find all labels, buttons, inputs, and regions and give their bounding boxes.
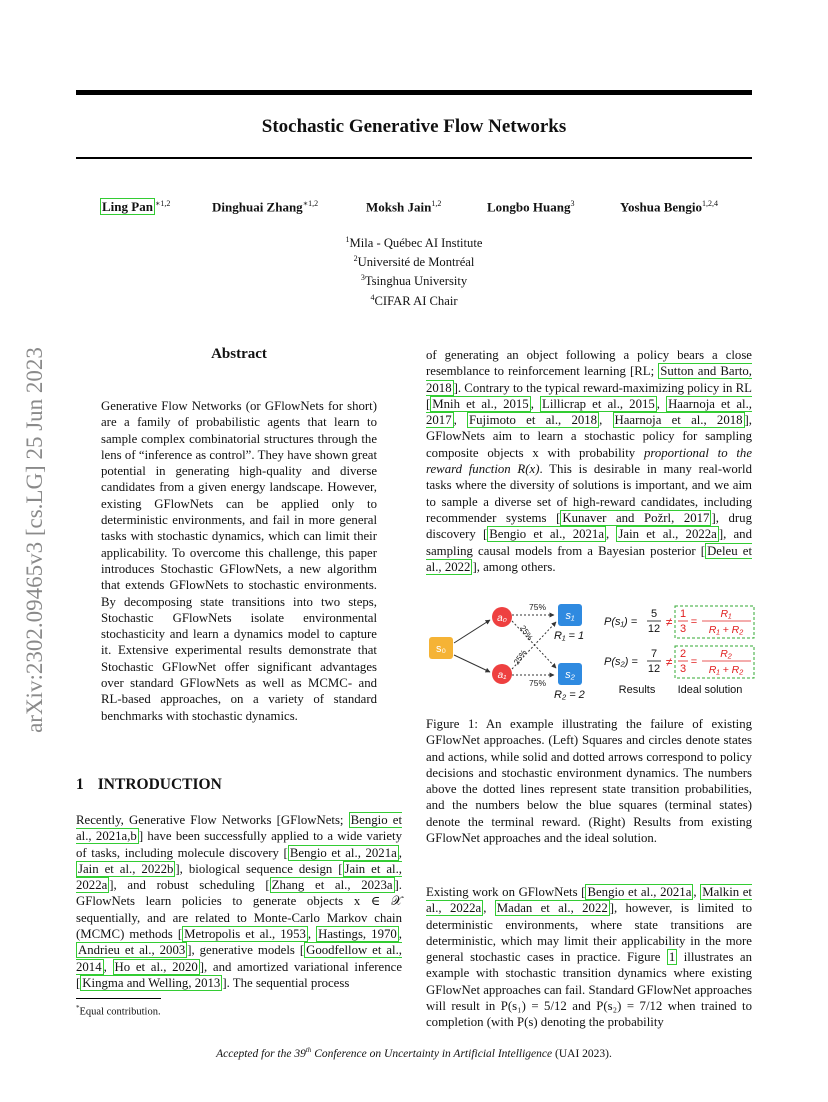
citation-link[interactable]: Haarnoja et al., 2017: [426, 396, 752, 428]
author-1[interactable]: Ling Pan $^{∗1,2}$: [102, 199, 171, 215]
citation-link[interactable]: Jain et al., 2022b: [78, 861, 174, 876]
reward-r2: R₂ = 2: [554, 689, 585, 701]
eq2-frac-num: R₂: [720, 648, 732, 660]
author-2: Dinghuai Zhang$^{∗1,2}$: [212, 199, 319, 215]
arrow-s0-a0: [454, 620, 490, 643]
figure-reference-link[interactable]: 1: [668, 950, 676, 965]
title-rule-bottom: [76, 157, 752, 159]
eq2-lhs: P(s₂) =: [604, 656, 638, 668]
section-number: 1: [76, 776, 84, 793]
arrow-s0-a1: [454, 655, 490, 672]
citation-link[interactable]: Ho et al., 2020: [114, 959, 198, 974]
reward-r1: R₁ = 1: [554, 630, 585, 642]
citation-link[interactable]: Bengio et al., 2021a: [489, 527, 604, 542]
section-heading-introduction: [76, 776, 236, 794]
citation-link[interactable]: Haarnoja et al., 2018: [614, 413, 743, 428]
eq2-eq: =: [690, 656, 698, 668]
citation-link[interactable]: Kunaver and Požrl, 2017: [562, 510, 710, 525]
citation-link[interactable]: Fujimoto et al., 2018: [469, 413, 598, 428]
footnote: *Equal contribution.: [76, 1004, 161, 1018]
existing-work-paragraph: Existing work on GFlowNets [ Bengio et al., 2021a , Malkin et al., 2022a , Madan et al., 2022 ], however, is limited to deterministic environments, where state transitions are deterministic, which may limit their applicability in the more general stochastic cases in practice. Figure 1 illustrates an example with stochastic transition dynamics where existing GFlowNet approaches can fail. Standard GFlowNet approaches will result in P(s₁) = 5/12 and P(s₂) = 7/12 when trained to completion (with P(s) denoting the probability: [426, 885, 752, 1030]
footnote-rule: [76, 998, 161, 999]
eq1-ideal-den: 3: [679, 623, 687, 635]
action-a1-label: a₁: [497, 670, 507, 681]
citation-link[interactable]: Lillicrap et al., 2015: [542, 396, 655, 411]
state-s2-label: s₂: [565, 669, 575, 681]
author-4: Longbo Huang$^3$: [487, 199, 575, 215]
label-results: Results: [618, 684, 656, 696]
eq1-den: 12: [647, 623, 661, 635]
intro-continued-paragraph: of generating an object following a policy bears a close resemblance to reinforcement learning [RL; Sutton and Barto, 2018 ]. Contrary to the typical reward-maximizing policy in RL [ Mnih et al., 2015 , Lillicrap et al., 2015 , Haarnoja et al., 2017 , Fujimoto et al., 2018 , Haarnoja et al., 2018 ], GFlowNets aim to learn a stochastic policy for sampling composite objects x with probability proportional to the reward function R(x). This is desirable in many real-world tasks where the diversity of solutions is important, and we aim to sample a diverse set of high-reward candidates, including recommender systems [ Kunaver and Požrl, 2017 ], drug discovery [ Bengio et al., 2021a , Jain et al., 2022a ], and sampling causal models from a Bayesian posterior [ Deleu et al., 2022 ], among others.: [426, 348, 752, 574]
prob-bottom: 75%: [529, 678, 547, 688]
author-5: Yoshua Bengio$^{1,2,4}$: [620, 199, 718, 215]
eq2-den: 12: [647, 663, 661, 675]
citation-link[interactable]: Jain et al., 2022a: [76, 861, 402, 893]
prob-top: 75%: [529, 602, 547, 612]
citation-link[interactable]: Bengio et al., 2021a: [289, 845, 397, 860]
citation-link[interactable]: Malkin et al., 2022a: [426, 885, 752, 916]
action-a0-label: a₀: [497, 613, 507, 624]
citation-link[interactable]: Zhang et al., 2023a: [271, 878, 393, 893]
citation-link[interactable]: Andrieu et al., 2003: [78, 943, 186, 958]
abstract-text: Generative Flow Networks (or GFlowNets for short) are a family of probabilistic agents that learn to sample complex combinatorial structures through the lens of “inference as control”. They have shown great potential in generating high-quality and diverse candidates from a given energy landscape. However, existing GFlowNets can be applied only to deterministic environments, and fail in more general tasks with stochastic dynamics, which can limit their applicability. To overcome this challenge, this paper introduces Stochastic GFlowNets, a new algorithm that extends GFlowNets to stochastic environments. By decomposing state transitions into two steps, Stochastic GFlowNets isolate environmental stochasticity and learn a dynamics model to capture it. Extensive experimental results demonstrate that Stochastic GFlowNet offer significant advantages over standard GFlowNets as well as MCMC- and RL-based approaches, on a variety of standard benchmarks with stochastic dynamics.: [101, 399, 377, 723]
affiliations: [250, 232, 578, 309]
eq2-ideal-den: 3: [679, 663, 687, 675]
eq1-frac-num: R₁: [720, 608, 732, 620]
figure-1-diagram: [426, 598, 756, 706]
citation-link[interactable]: Hastings, 1970: [318, 927, 397, 942]
venue-footer: Accepted for the 39th Conference on Uncertainty in Artificial Intelligence (UAI 2023).: [216, 1046, 612, 1060]
eq2-ideal-num: 2: [679, 648, 687, 660]
arxiv-sidebar: [10, 300, 60, 780]
eq1-num: 5: [650, 608, 658, 620]
prob-cross-2: 25%: [511, 648, 529, 667]
state-s1-label: s₁: [565, 610, 575, 622]
eq1-ideal-num: 1: [679, 608, 687, 620]
eq2-frac-den: R₁ + R₂: [708, 664, 744, 676]
state-s0-label: s₀: [435, 643, 447, 655]
affiliation-3: $^3$Tsinghua University: [360, 273, 468, 289]
affiliation-1: $^1$Mila - Québec AI Institute: [345, 235, 483, 251]
eq2-neq: ≠: [665, 655, 673, 669]
affiliation-4: $^4$CIFAR AI Chair: [370, 292, 458, 308]
citation-link[interactable]: Deleu et al., 2022: [426, 543, 752, 574]
citation-link[interactable]: Jain et al., 2022a: [618, 527, 717, 542]
author-3: Moksh Jain$^{1,2}$: [366, 199, 442, 215]
eq1-eq: =: [690, 616, 698, 628]
label-ideal-solution: Ideal solution: [677, 684, 743, 696]
eq2-num: 7: [650, 648, 658, 660]
figure-1-caption: Figure 1: An example illustrating the failure of existing GFlowNet approaches. (Left) Squares and circles denote states and actions, while solid and dotted arrows correspond to policy decisions and stochastic environment dynamics. The numbers above the dotted lines represent state transition probabilities, and the numbers below the blue squares (terminal states) denote the terminal reward. (Right) Results from existing GFlowNet approaches and the ideal solution.: [426, 717, 752, 846]
citation-link[interactable]: Bengio et al., 2021a,b: [76, 813, 402, 844]
arxiv-identifier: arXiv:2302.09465v3 [cs.LG] 25 Jun 2023: [22, 347, 47, 733]
citation-link[interactable]: Sutton and Barto, 2018: [426, 364, 752, 395]
author-name[interactable]: Ling Pan: [102, 199, 153, 215]
citation-link[interactable]: Bengio et al., 2021a: [587, 885, 692, 899]
citation-link[interactable]: Metropolis et al., 1953: [184, 927, 306, 942]
citation-link[interactable]: Kingma and Welling, 2013: [82, 975, 221, 990]
citation-link[interactable]: Goodfellow et al., 2014: [76, 943, 402, 974]
eq1-lhs: P(s₁) =: [604, 616, 638, 628]
citation-link[interactable]: Mnih et al., 2015: [432, 396, 529, 411]
prob-cross-1: 25%: [518, 623, 535, 642]
citation-link[interactable]: Madan et al., 2022: [496, 901, 608, 916]
abstract-heading: Abstract: [211, 346, 267, 362]
section-title: INTRODUCTION: [97, 776, 222, 793]
title-rule-top: [76, 90, 752, 95]
introduction-paragraph: Recently, Generative Flow Networks [GFlowNets; Bengio et al., 2021a,b ] have been successfully applied to a wide variety of tasks, including molecule discovery [ Bengio et al., 2021a , Jain et al., 2022b ], biological sequence design [ Jain et al., 2022a ], and robust scheduling [ Zhang et al., 2023a ]. GFlowNets learn policies to generate objects x ∈ 𝒳 sequentially, and are related to Monte-Carlo Markov chain (MCMC) methods [ Metropolis et al., 1953 , Hastings, 1970 , Andrieu et al., 2003 ], generative models [ Goodfellow et al., 2014 , Ho et al., 2020 ], and amortized variational inference [ Kingma and Welling, 2013 ]. The sequential process: [76, 813, 402, 990]
eq1-frac-den: R₁ + R₂: [708, 624, 744, 636]
affiliation-2: $^2$Université de Montréal: [353, 254, 475, 270]
paper-title: Stochastic Generative Flow Networks: [261, 116, 567, 137]
eq1-neq: ≠: [665, 615, 673, 629]
